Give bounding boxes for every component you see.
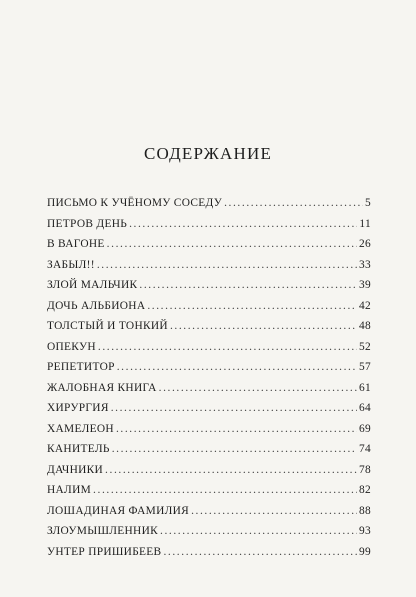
toc-entry-title: РЕПЕТИТОР [47, 361, 115, 373]
toc-row [47, 320, 371, 341]
toc-leader-dots [93, 484, 357, 496]
toc-entry-page: 61 [359, 381, 371, 394]
toc-entry-page: 88 [359, 504, 371, 517]
toc-row [47, 505, 371, 526]
toc-entry-title: КАНИТЕЛЬ [47, 443, 110, 455]
toc-entry-title: ДАЧНИКИ [47, 463, 104, 476]
toc-entry-page: 48 [359, 320, 371, 332]
toc-entry-page: 11 [359, 217, 371, 230]
toc-entry-page: 69 [359, 422, 371, 435]
toc-row [47, 402, 371, 423]
toc-entry-title: ХАМЕЛЕОН [47, 422, 114, 435]
toc-row [47, 423, 371, 444]
toc-entry-page: 33 [359, 258, 371, 271]
toc-entry-title: ЗЛОЙ МАЛЬЧИК [47, 279, 138, 291]
toc-leader-dots [163, 546, 357, 558]
toc-row [47, 341, 371, 362]
toc-entry-page: 5 [365, 197, 371, 209]
toc-leader-dots [105, 464, 357, 476]
toc-leader-dots [98, 341, 357, 353]
toc-entry-title: ДОЧЬ АЛЬБИОНА [47, 299, 146, 312]
toc-row [47, 443, 371, 464]
toc-leader-dots [112, 443, 357, 455]
toc-leader-dots [116, 423, 357, 435]
toc-leader-dots [160, 525, 357, 537]
toc-entry-title: ОПЕКУН [47, 340, 96, 353]
toc-entry-page: 78 [359, 463, 371, 476]
toc-entry-page: 42 [359, 299, 371, 312]
toc-entry-title: ПИСЬМО К УЧЁНОМУ СОСЕДУ [47, 197, 223, 209]
toc-row [47, 197, 371, 218]
toc-entry-title: В ВАГОНЕ [47, 238, 105, 250]
toc-entry-page: 93 [359, 525, 371, 537]
toc-row [47, 218, 371, 239]
toc-entry-title: ЗЛОУМЫШЛЕННИК [47, 525, 158, 537]
toc-entry-page: 52 [359, 340, 371, 353]
toc-row [47, 525, 371, 546]
toc-row [47, 484, 371, 505]
toc-leader-dots [139, 279, 357, 291]
toc-leader-dots [191, 505, 357, 517]
toc-leader-dots [159, 382, 357, 394]
toc-entry-title: ПЕТРОВ ДЕНЬ [47, 217, 128, 230]
toc-leader-dots [129, 218, 357, 230]
toc-entry-title: ХИРУРГИЯ [47, 402, 109, 414]
toc-entry-page: 26 [359, 238, 371, 250]
toc-row [47, 279, 371, 300]
table-of-contents [47, 197, 371, 566]
toc-entry-title: ЗАБЫЛ!! [47, 258, 95, 271]
toc-row [47, 464, 371, 485]
toc-leader-dots [111, 402, 357, 414]
toc-leader-dots [97, 259, 357, 271]
toc-entry-title: ЖАЛОБНАЯ КНИГА [47, 381, 157, 394]
toc-entry-title: ТОЛСТЫЙ И ТОНКИЙ [47, 320, 168, 332]
toc-leader-dots [147, 300, 357, 312]
toc-row [47, 546, 371, 567]
toc-entry-page: 39 [359, 279, 371, 291]
toc-entry-page: 82 [359, 484, 371, 496]
toc-row [47, 300, 371, 321]
toc-entry-title: НАЛИМ [47, 484, 92, 496]
toc-entry-page: 99 [359, 545, 371, 558]
toc-entry-title: ЛОШАДИНАЯ ФАМИЛИЯ [47, 504, 190, 517]
toc-row [47, 238, 371, 259]
toc-entry-page: 57 [359, 361, 371, 373]
toc-row [47, 259, 371, 280]
toc-row [47, 361, 371, 382]
toc-entry-title: УНТЕР ПРИШИБЕЕВ [47, 545, 162, 558]
toc-entry-page: 64 [359, 402, 371, 414]
toc-leader-dots [117, 361, 357, 373]
toc-row [47, 382, 371, 403]
page-title: СОДЕРЖАНИЕ [143, 144, 273, 163]
toc-leader-dots [107, 238, 357, 250]
toc-leader-dots [170, 320, 357, 332]
toc-leader-dots [224, 197, 363, 209]
toc-entry-page: 74 [359, 443, 371, 455]
